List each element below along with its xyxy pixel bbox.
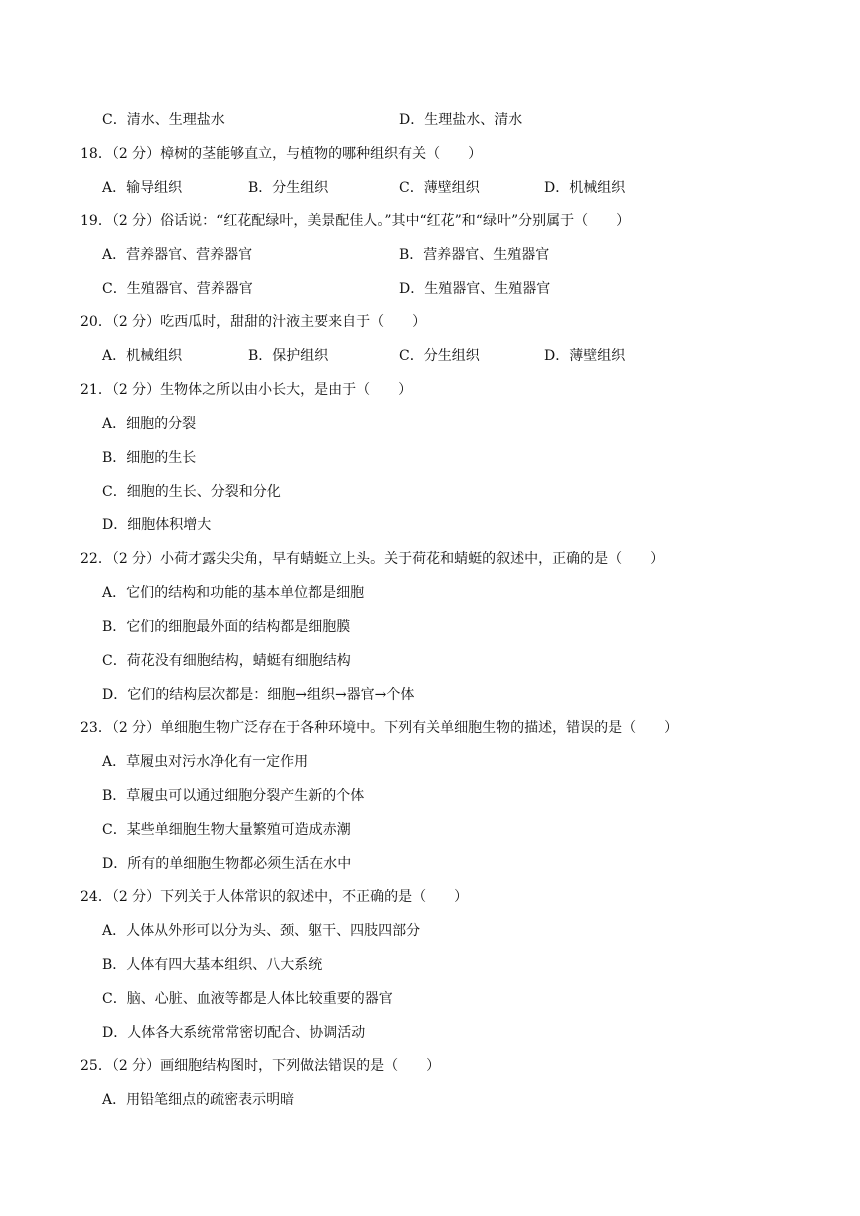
- q24-option-c: C．脑、心脏、血液等都是人体比较重要的器官: [102, 991, 393, 1007]
- q24-option-b: B．人体有四大基本组织、八大系统: [102, 957, 323, 973]
- q22-option-b: B．它们的细胞最外面的结构都是细胞膜: [102, 619, 351, 635]
- q19-option-b: B．营养器官、生殖器官: [399, 247, 550, 263]
- q22-option-d: D．它们的结构层次都是：细胞→组织→器官→个体: [102, 687, 415, 703]
- question-20-stem: 20．（2 分）吃西瓜时，甜甜的汁液主要来自于（ ）: [80, 314, 427, 330]
- q23-option-c: C．某些单细胞生物大量繁殖可造成赤潮: [102, 822, 351, 838]
- q21-option-b: B．细胞的生长: [102, 450, 197, 466]
- q23-option-d: D．所有的单细胞生物都必须生活在水中: [102, 856, 352, 872]
- q25-option-a: A．用铅笔细点的疏密表示明暗: [102, 1092, 295, 1108]
- q22-option-a: A．它们的结构和功能的基本单位都是细胞: [102, 585, 365, 601]
- question-19-stem: 19．（2 分）俗话说：“红花配绿叶，美景配佳人。”其中“红花”和“绿叶”分别属于（ ）: [80, 213, 631, 229]
- prev-option-c: C．清水、生理盐水: [102, 112, 225, 128]
- q21-option-a: A．细胞的分裂: [102, 416, 197, 432]
- q19-option-a: A．营养器官、营养器官: [102, 247, 253, 263]
- q21-option-c: C．细胞的生长、分裂和分化: [102, 484, 281, 500]
- q24-option-d: D．人体各大系统常常密切配合、协调活动: [102, 1025, 366, 1041]
- q19-option-c: C．生殖器官、营养器官: [102, 281, 253, 297]
- q20-option-d: D．薄壁组织: [544, 348, 626, 364]
- question-23-stem: 23．（2 分）单细胞生物广泛存在于各种环境中。下列有关单细胞生物的描述，错误的是（ ）: [80, 720, 679, 736]
- q20-option-b: B．保护组织: [248, 348, 329, 364]
- q19-option-d: D．生殖器官、生殖器官: [399, 281, 551, 297]
- q18-option-c: C．薄壁组织: [399, 180, 480, 196]
- q20-option-c: C．分生组织: [399, 348, 480, 364]
- q24-option-a: A．人体从外形可以分为头、颈、躯干、四肢四部分: [102, 923, 421, 939]
- question-22-stem: 22．（2 分）小荷才露尖尖角，早有蜻蜓立上头。关于荷花和蜻蜓的叙述中，正确的是（ ）: [80, 551, 665, 567]
- question-24-stem: 24．（2 分）下列关于人体常识的叙述中，不正确的是（ ）: [80, 889, 469, 905]
- q21-option-d: D．细胞体积增大: [102, 517, 212, 533]
- q23-option-b: B．草履虫可以通过细胞分裂产生新的个体: [102, 788, 365, 804]
- prev-option-d: D．生理盐水、清水: [399, 112, 523, 128]
- q18-option-b: B．分生组织: [248, 180, 329, 196]
- question-21-stem: 21．（2 分）生物体之所以由小长大，是由于（ ）: [80, 382, 413, 398]
- q22-option-c: C．荷花没有细胞结构，蜻蜓有细胞结构: [102, 653, 351, 669]
- q23-option-a: A．草履虫对污水净化有一定作用: [102, 754, 309, 770]
- q20-option-a: A．机械组织: [102, 348, 183, 364]
- q18-option-d: D．机械组织: [544, 180, 626, 196]
- q18-option-a: A．输导组织: [102, 180, 183, 196]
- question-18-stem: 18．（2 分）樟树的茎能够直立，与植物的哪种组织有关（ ）: [80, 146, 483, 162]
- question-25-stem: 25．（2 分）画细胞结构图时，下列做法错误的是（ ）: [80, 1058, 441, 1074]
